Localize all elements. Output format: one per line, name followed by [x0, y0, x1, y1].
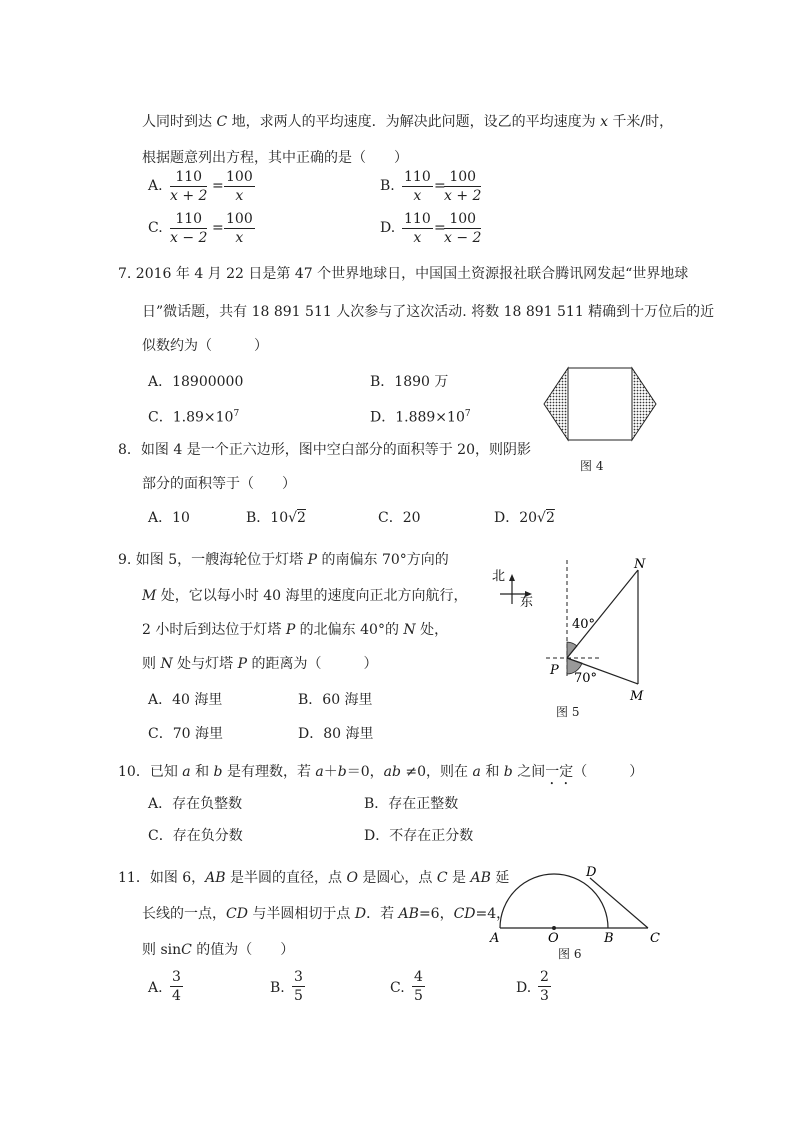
q8-option-a[interactable]: A．10 [148, 510, 190, 526]
q6-a-right-fraction: $\frac{100}{x}$ [226, 169, 253, 204]
q7-line2: 日”微话题，共有 18 891 511 人次参与了这次活动. 将数 18 891 511 精确到十万位后的近 [142, 304, 715, 320]
q8-option-c[interactable]: C．20 [378, 510, 421, 526]
angle-70-label: 70° [574, 671, 598, 686]
tangent-cd [590, 878, 648, 928]
q8-line1: 8．如图 4 是一个正六边形，图中空白部分的面积等于 20，则阴影 [118, 442, 531, 458]
q10-stem: 10．已知 a 和 b 是有理数，若 a＋b＝0，ab ≠0，则在 a 和 b 之间一定（ ） [118, 764, 644, 780]
point-n-label: N [634, 557, 646, 572]
q6-c-right-fraction: $\frac{100}{x}$ [226, 211, 253, 246]
q9-line3: 2 小时后到达位于灯塔 P 的北偏东 40°的 N 处， [142, 622, 449, 638]
q10-option-a[interactable]: A．存在负整数 [148, 796, 243, 812]
segment-pn [567, 570, 638, 658]
q6-c-left-fraction: $\frac{110}{x - 2}$ [170, 211, 208, 246]
q8-option-b[interactable]: B．10√2 [246, 510, 306, 526]
q6-d-right-fraction: $\frac{100}{x - 2}$ [444, 211, 482, 246]
q7-option-b[interactable]: B．1890 万 [370, 374, 449, 390]
q9-option-c[interactable]: C．70 海里 [148, 726, 223, 742]
q6-b-left-fraction: $\frac{110}{x}$ [404, 169, 431, 204]
q6-line2: 根据题意列出方程，其中正确的是（ ） [142, 150, 408, 166]
q9-line1: 9. 如图 5，一艘海轮位于灯塔 P 的南偏东 70°方向的 [118, 552, 449, 568]
q9-option-a[interactable]: A．40 海里 [148, 692, 223, 708]
q7-option-d[interactable]: D．$1.889\times 10^7$ [370, 409, 471, 426]
point-p-label: P [550, 663, 559, 678]
q8-option-d[interactable]: D．20√2 [494, 510, 555, 526]
q7-option-c[interactable]: C．$1.89\times 10^7$ [148, 409, 240, 426]
point-o-label: O [548, 931, 559, 946]
east-label: 东 [520, 595, 534, 610]
figure-5-caption: 图 5 [556, 705, 580, 719]
figure-4-caption: 图 4 [580, 459, 604, 473]
left-shaded-triangle [544, 368, 568, 440]
q11-line3: 则 sinC 的值为（ ） [142, 942, 295, 958]
figure-6-caption: 图 6 [558, 947, 582, 961]
point-b-label: B [604, 931, 614, 946]
q10-option-d[interactable]: D．不存在正分数 [364, 828, 474, 844]
q6-a-left-fraction: $\frac{110}{x + 2}$ [170, 169, 208, 204]
point-d-label: D [586, 865, 597, 880]
point-m-label: M [630, 689, 644, 704]
q10-option-b[interactable]: B．存在正整数 [364, 796, 459, 812]
q7-line3: 似数约为（ ） [142, 338, 268, 354]
q11-line1: 11．如图 6，AB 是半圆的直径，点 O 是圆心，点 C 是 AB 延 [118, 870, 510, 886]
var-x: x [600, 114, 608, 130]
q9-option-d[interactable]: D．80 海里 [298, 726, 374, 742]
q9-line2: M 处，它以每小时 40 海里的速度向正北方向航行， [142, 588, 468, 604]
figure-4-hexagon [540, 362, 660, 452]
figure-6-semicircle [486, 862, 666, 948]
q11-line2: 长线的一点，CD 与半圆相切于点 D．若 AB=6，CD=4， [142, 906, 511, 922]
point-a-label: A [490, 931, 500, 946]
figure-5-bearing [488, 556, 668, 716]
q9-option-b[interactable]: B．60 海里 [298, 692, 373, 708]
north-label: 北 [492, 569, 506, 584]
q9-line4: 则 N 处与灯塔 P 的距离为（ ） [142, 656, 378, 672]
semicircle-arc [500, 874, 608, 928]
var-c: C [216, 114, 228, 130]
q6-b-right-fraction: $\frac{100}{x + 2}$ [444, 169, 482, 204]
q6-line1: 人同时到达 C 地，求两人的平均速度．为解决此问题，设乙的平均速度为 x 千米/时， [142, 114, 674, 130]
q6-line1-text: 人同时到达 [142, 114, 217, 130]
q7-line1: 7. 2016 年 4 月 22 日是第 47 个世界地球日，中国国土资源报社联合腾讯网发起“世界地球 [118, 266, 689, 282]
q10-option-c[interactable]: C．存在负分数 [148, 828, 243, 844]
q8-line2: 部分的面积等于（ ） [142, 476, 296, 492]
center-o-dot [552, 926, 556, 930]
right-shaded-triangle [632, 368, 656, 440]
point-c-label: C [650, 931, 660, 946]
angle-40-label: 40° [572, 617, 596, 632]
q6-d-left-fraction: $\frac{110}{x}$ [404, 211, 431, 246]
blank-rectangle [568, 368, 632, 440]
emphasized-yiding: 一定 [545, 764, 574, 780]
q7-option-a[interactable]: A．18900000 [148, 374, 244, 390]
